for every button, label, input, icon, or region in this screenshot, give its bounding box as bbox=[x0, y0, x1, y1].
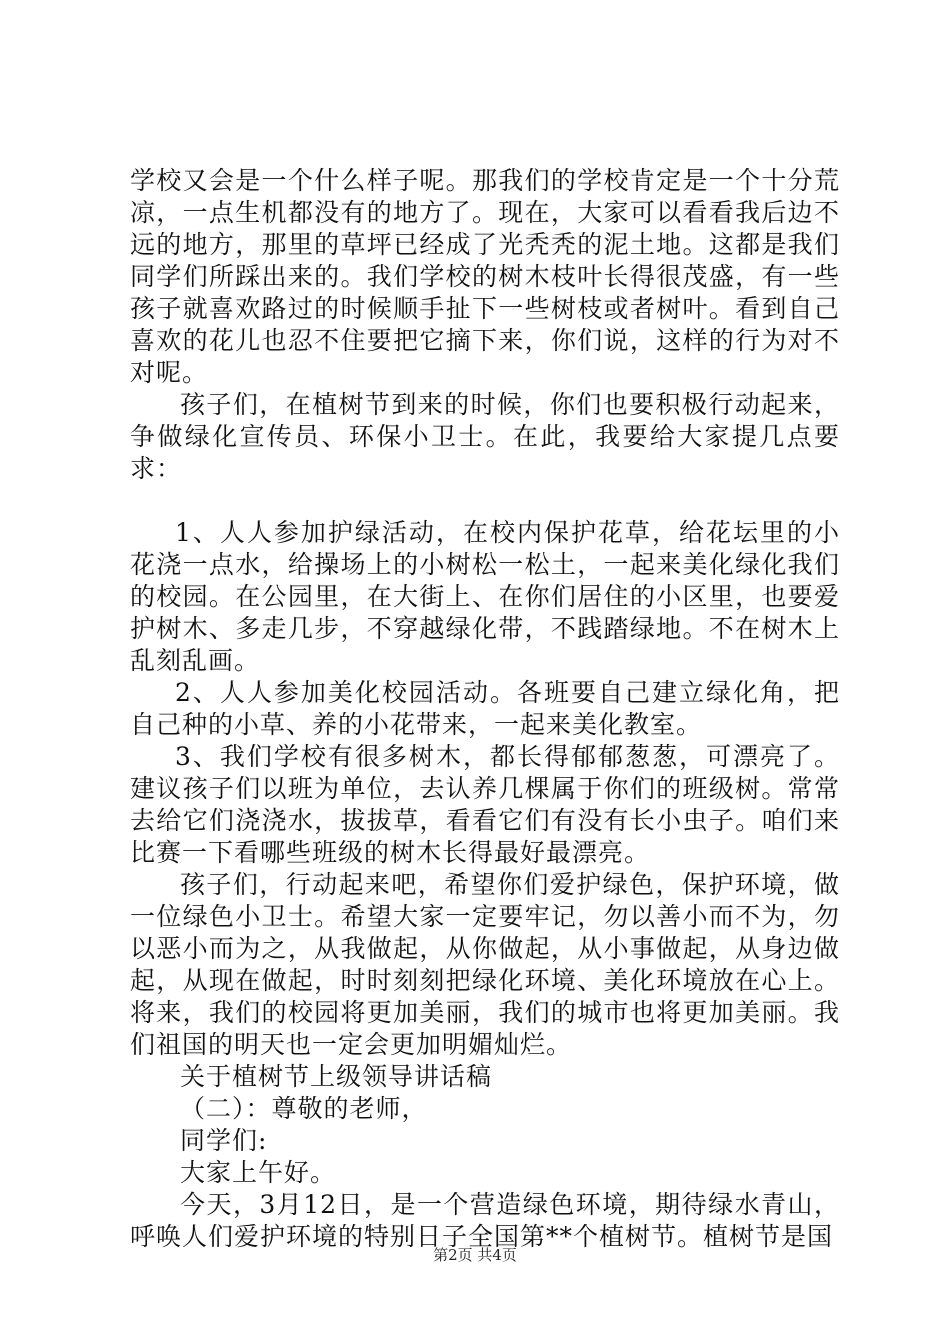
document-body bbox=[130, 165, 840, 1253]
paragraph-call-to-action: 孩子们，在植树节到来的时候，你们也要积极行动起来，争做绿化宣传员、环保小卫士。在此，我要给大家提几点要求： bbox=[130, 390, 840, 483]
paragraph-opening: 今天，3月12日，是一个营造绿色环境，期待绿水青山，呼唤人们爱护环境的特别日子全国第**个植树节。植树节是国 bbox=[130, 1190, 840, 1251]
list-item-2: 2、人人参加美化校园活动。各班要自己建立绿化角，把自己种的小草、养的小花带来，一起来美化教室。 bbox=[130, 678, 840, 739]
paragraph-spacer bbox=[130, 485, 840, 517]
list-item-1: 1、人人参加护绿活动，在校内保护花草，给花坛里的小花浇一点水，给操场上的小树松一松土，一起来美化绿化我们的校园。在公园里，在大街上、在你们居住的小区里，也要爱护树木、多走几步，不穿越绿化带，不践踏绿地。不在树木上乱刻乱画。 bbox=[130, 518, 840, 675]
salutation-line: （二）：尊敬的老师， bbox=[180, 1094, 428, 1123]
list-item-3: 3、我们学校有很多树木，都长得郁郁葱葱，可漂亮了。建议孩子们以班为单位，去认养几棵属于你们的班级树。常常去给它们浇浇水，拔拔草，看看它们有没有长小虫子。咱们来比赛一下看哪些班级的树木长得最好最漂亮。 bbox=[130, 742, 840, 867]
paragraph-continuation: 学校又会是一个什么样子呢。那我们的学校肯定是一个十分荒凉，一点生机都没有的地方了。现在，大家可以看看我后边不远的地方，那里的草坪已经成了光秃秃的泥土地。这都是我们同学们所踩出来的。我们学校的树木枝叶长得很茂盛，有一些孩子就喜欢路过的时候顺手扯下一些树枝或者树叶。看到自己喜欢的花儿也忍不住要把它摘下来，你们说，这样的行为对不对呢。 bbox=[130, 166, 840, 387]
section-title: 关于植树节上级领导讲话稿 bbox=[180, 1062, 493, 1091]
greeting-line: 大家上午好。 bbox=[180, 1158, 337, 1187]
paragraph-closing: 孩子们，行动起来吧，希望你们爱护绿色，保护环境，做一位绿色小卫士。希望大家一定要牢记，勿以善小而不为，勿以恶小而为之，从我做起，从你做起，从小事做起，从身边做起，从现在做起，时时刻刻把绿化环境、美化环境放在心上。将来，我们的校园将更加美丽，我们的城市也将更加美丽。我们祖国的明天也一定会更加明媚灿烂。 bbox=[130, 870, 840, 1059]
page-number-footer: 第2页 共4页 bbox=[433, 1246, 517, 1264]
salutation-students: 同学们: bbox=[180, 1126, 268, 1155]
